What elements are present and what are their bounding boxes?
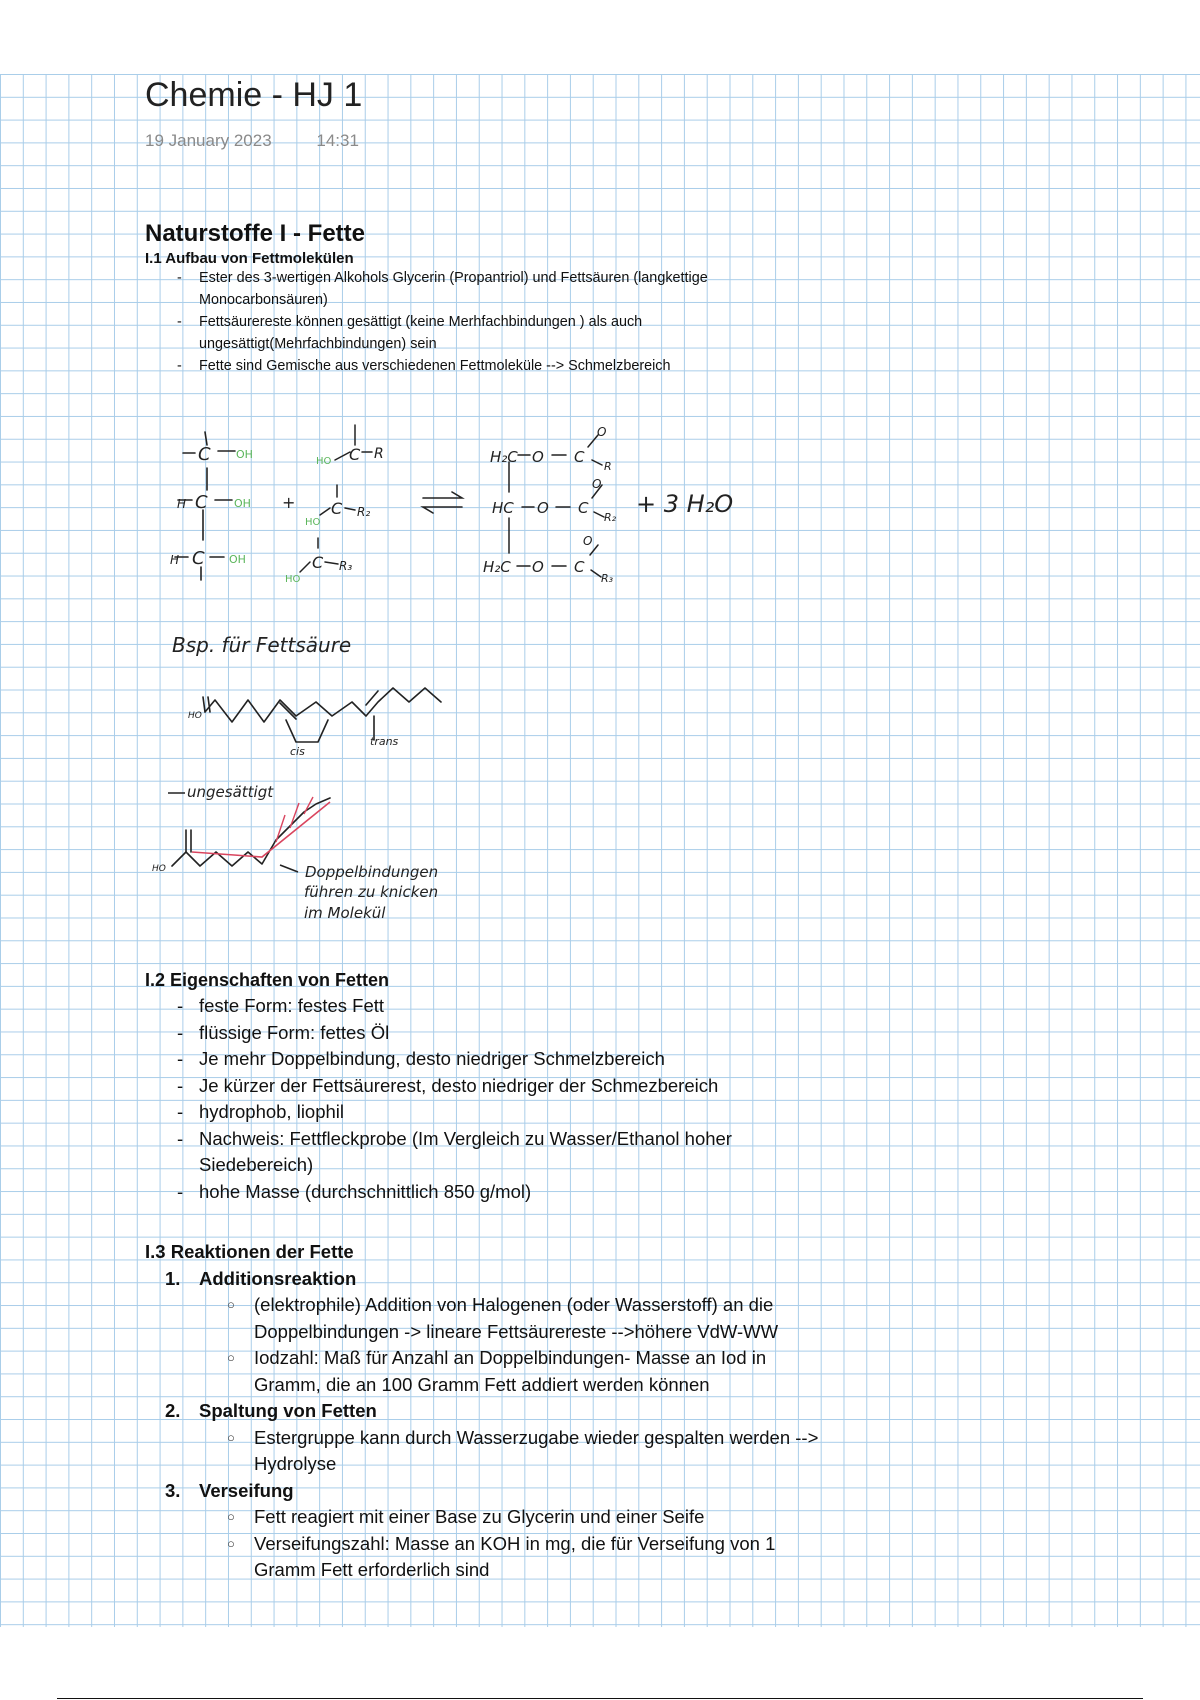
sub-list: [199, 1425, 835, 1478]
page-date: 19 January 2023: [145, 131, 272, 150]
svg-text:R: R: [604, 460, 612, 473]
list-item: - Fette sind Gemische aus verschiedenen Fettmoleküle --> Schmelzbereich: [177, 355, 785, 377]
svg-text:C: C: [312, 553, 324, 572]
fatty-acid-zigzag: [203, 688, 441, 742]
ho-label: HO: [188, 711, 202, 721]
svg-text:OH: OH: [234, 497, 251, 510]
svg-text:C: C: [195, 492, 208, 513]
list-item: - Ester des 3-wertigen Alkohols Glycerin (Propantriol) und Fettsäuren (langkettige Monocarbonsäuren): [177, 267, 785, 311]
trans-label: trans: [370, 735, 399, 748]
cis-label: cis: [290, 745, 305, 758]
item-title: Verseifung: [199, 1479, 294, 1501]
svg-text:O: O: [592, 477, 602, 491]
svg-text:C: C: [192, 548, 205, 569]
list-item: - Nachweis: Fettfleckprobe (Im Vergleich zu Wasser/Ethanol hoher Siedebereich): [177, 1126, 825, 1179]
sub-item: ○ (elektrophile) Addition von Halogenen (oder Wasserstoff) an die Doppelbindungen -> lineare Fettsäurereste -->höhere VdW-WW: [227, 1292, 835, 1345]
list-item: [165, 1478, 835, 1584]
svg-text:H: H: [170, 553, 180, 567]
kink-note-line-2: führen zu knicken: [304, 883, 439, 901]
svg-text:C: C: [349, 445, 361, 464]
list-item: [165, 1398, 835, 1478]
sub-item: ○ Verseifungszahl: Masse an KOH in mg, die für Verseifung von 1 Gramm Fett erforderlich sind: [227, 1531, 835, 1584]
svg-text:O: O: [532, 558, 544, 576]
svg-text:R₂: R₂: [604, 511, 617, 524]
sub-item: ○ Iodzahl: Maß für Anzahl an Doppelbindungen- Masse an Iod in Gramm, die an 100 Gramm Fett addiert werden können: [227, 1345, 835, 1398]
sub-item: ○ Fett reagiert mit einer Base zu Glycerin und einer Seife: [227, 1504, 835, 1531]
svg-text:OH: OH: [236, 448, 253, 461]
sub-list: [199, 1292, 835, 1398]
page-time: 14:31: [316, 131, 359, 150]
svg-text:H₂C: H₂C: [490, 448, 518, 466]
section-reaktionen: [145, 1239, 835, 1584]
list-item: - flüssige Form: fettes Öl: [177, 1020, 825, 1047]
item-number: 1.: [165, 1267, 181, 1289]
triglyceride-atoms: [483, 425, 617, 585]
list-item: - Je mehr Doppelbindung, desto niedriger Schmelzbereich: [177, 1046, 825, 1073]
sub-list: [199, 1504, 835, 1584]
svg-text:HO: HO: [316, 456, 332, 467]
svg-text:O: O: [597, 425, 607, 439]
water-product: [636, 490, 733, 518]
kink-note-line-1: Doppelbindungen: [305, 863, 439, 881]
item-number: 3.: [165, 1479, 181, 1501]
numbered-list: [145, 1266, 835, 1584]
svg-text:R: R: [374, 446, 384, 462]
list-item: - hohe Masse (durchschnittlich 850 g/mol): [177, 1179, 825, 1206]
svg-text:C: C: [198, 444, 211, 465]
svg-text:C: C: [578, 499, 589, 517]
subsection-heading: I.3 Reaktionen der Fette: [145, 1241, 354, 1262]
list-item: - Fettsäurereste können gesättigt (keine Merhfachbindungen ) als auch ungesättigt(Mehrfachbindungen) sein: [177, 311, 785, 355]
ho-label-2: HO: [152, 864, 166, 874]
list-item: - Je kürzer der Fettsäurerest, desto niedriger der Schmezbereich: [177, 1073, 825, 1100]
section-eigenschaften: [145, 970, 825, 1205]
svg-text:R₃: R₃: [601, 572, 614, 585]
page-title: Chemie - HJ 1: [145, 76, 363, 114]
section-heading: Naturstoffe I - Fette: [145, 220, 366, 247]
svg-text:C: C: [574, 558, 585, 576]
svg-text:R₂: R₂: [357, 505, 371, 519]
subsection-heading: I.2 Eigenschaften von Fetten: [145, 970, 390, 990]
svg-text:O: O: [532, 448, 544, 466]
item-title: Additionsreaktion: [199, 1267, 357, 1289]
list-item: - hydrophob, liophil: [177, 1099, 825, 1126]
red-trend-line: [192, 802, 330, 857]
svg-text:O: O: [537, 499, 549, 517]
kink-note-line-3: im Molekül: [304, 904, 386, 922]
sub-item: ○ Estergruppe kann durch Wasserzugabe wieder gespalten werden --> Hydrolyse: [227, 1425, 835, 1478]
svg-text:R₃: R₃: [339, 559, 353, 573]
bullet-list: [177, 993, 825, 1205]
svg-text:H₂C: H₂C: [483, 558, 511, 576]
svg-text:C: C: [574, 448, 585, 466]
note-pointer: [280, 865, 298, 872]
unsaturated-label: ungesättigt: [187, 783, 274, 801]
example-label: Bsp. für Fettsäure: [172, 633, 352, 657]
svg-text:+ 3 H₂O: + 3 H₂O: [636, 490, 734, 518]
svg-text:C: C: [331, 499, 343, 518]
svg-text:H: H: [177, 497, 187, 511]
svg-text:OH: OH: [229, 553, 246, 566]
item-number: 2.: [165, 1400, 181, 1421]
plus-sign: +: [282, 493, 296, 512]
list-item: [165, 1266, 835, 1399]
svg-text:HO: HO: [305, 517, 321, 528]
svg-text:HO: HO: [285, 574, 301, 585]
subsection-heading: I.1 Aufbau von Fettmolekülen: [145, 250, 354, 267]
list-item: - feste Form: festes Fett: [177, 993, 825, 1020]
triglyceride-sketch: [509, 435, 604, 577]
item-title: Spaltung von Fetten: [199, 1400, 377, 1421]
equilibrium-arrow: [423, 492, 462, 513]
glycerin-atoms: [170, 444, 253, 569]
svg-text:HC: HC: [492, 499, 514, 517]
footer-rule: [57, 1698, 1143, 1699]
svg-text:O: O: [583, 534, 593, 548]
